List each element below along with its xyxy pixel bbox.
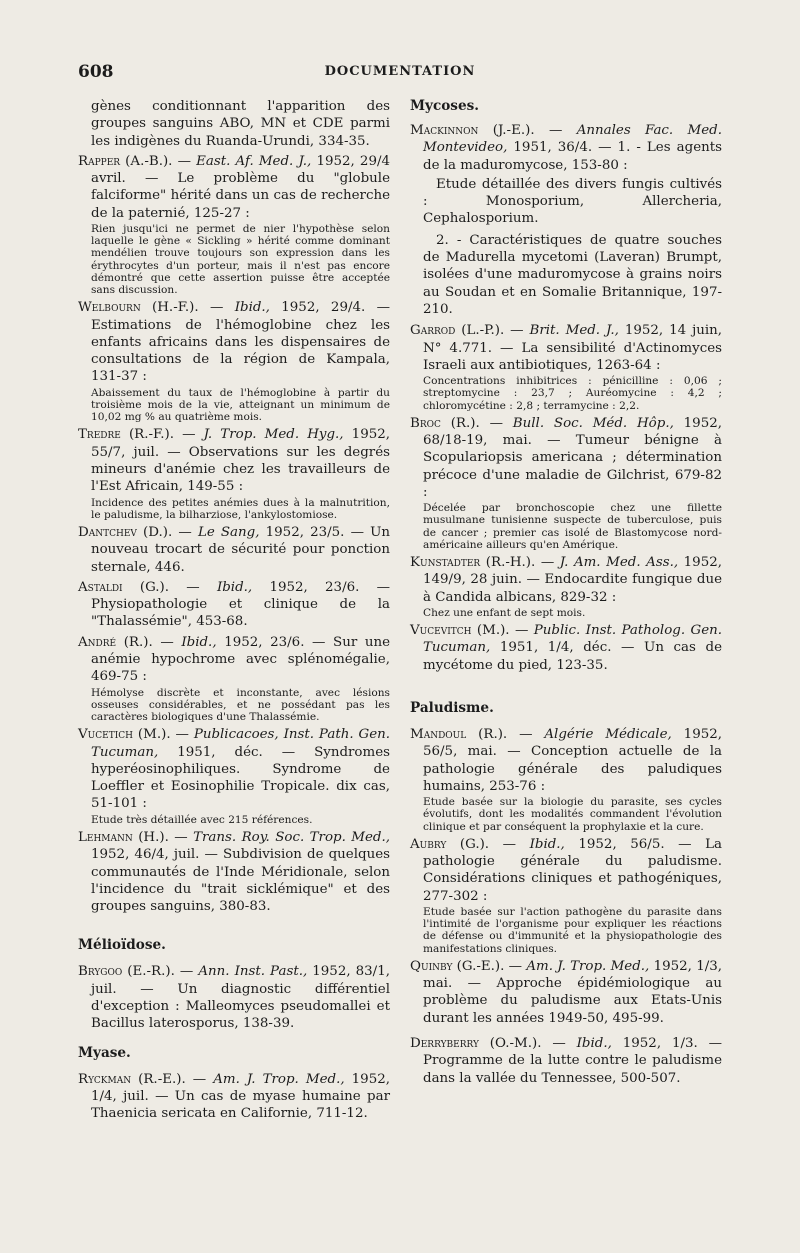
citation-text: Vucetich (M.). — Publicacoes, Inst. Path. Gen. Tucuman, 1951, déc. — Syndromes hyperéosinophiliques. Syndrome de Loeffler et Eosinophilie Tropicale. dix cas, 51-101 : <box>78 727 390 812</box>
citation-abstract: Etude basée sur l'action pathogène du parasite dans l'intimité de l'organisme pour expliquer les réactions de défense ou d'immunité et la physiopathologie des manifestations cliniques. <box>423 906 722 955</box>
citation-text: Lehmann (H.). — Trans. Roy. Soc. Trop. Med., 1952, 46/4, juil. — Subdivision de quelques communautés de l'Inde Méridionale, selon l'incidence du "trait sicklémique" et des groupes sanguins, 380-83. <box>78 829 390 915</box>
citation-abstract: Chez une enfant de sept mois. <box>423 606 586 619</box>
citation-entry <box>410 836 722 955</box>
citation-journal: Ibid., <box>576 1036 612 1052</box>
citation-body: 1951, 1/4, déc. — Un cas de mycétome du pied, 123-35. <box>423 640 722 673</box>
citation-text: Ryckman (R.-E.). — Am. J. Trop. Med., 1952, 1/4, juil. — Un cas de myase humaine par Thaenicia sericata en Californie, 711-12. <box>78 1071 390 1122</box>
citation-abstract: Rien jusqu'ici ne permet de nier l'hypothèse selon laquelle le gène « Sickling » hérité comme dominant mendélien trouve toujours son expression dans les érythrocytes d'un porteur, mais il n'est pas encore démontré que cette assertion puisse être acceptée sans discussion. <box>91 223 390 297</box>
citation-author: Dantchev (D.). <box>78 524 173 540</box>
citation-abstract: Etude très détaillée avec 215 références. <box>91 813 313 826</box>
citation-text: Vucevitch (M.). — Public. Inst. Patholog. Gen. Tucuman, 1951, 1/4, déc. — Un cas de mycétome du pied, 123-35. <box>410 623 723 673</box>
citation-journal: Ibid., <box>529 836 565 852</box>
citation-body: 1952, 1/3. — Programme de la lutte contre le paludisme dans la vallée du Tennessee, 500-507. <box>423 1036 723 1086</box>
citation-author: Astaldi (G.). <box>78 579 170 595</box>
citation-journal: Am. J. Trop. Med., <box>526 958 650 974</box>
running-head: DOCUMENTATION <box>324 64 476 79</box>
citation-text: Welbourn (H.-F.). — Ibid., 1952, 29/4. — Estimations de l'hémoglobine chez les enfants africains dans les dispensaires de consultations de la région de Kampala, 131-37 : <box>78 300 390 385</box>
citation-author: Derryberry (O.-M.). <box>410 1036 542 1052</box>
citation-abstract: Décelée par bronchoscopie chez une fillette musulmane tunisienne suspecte de tuberculose, puis de cancer ; premier cas isolé de Blastomycose nord-américaine ailleurs qu'en Amérique. <box>423 502 722 551</box>
citation-body: 1952, 14 juin, N° 4.771. — La sensibilité d'Actinomyces Israeli aux antibiotiques, 1263-64 : <box>423 323 723 373</box>
citation-entry <box>410 958 722 1027</box>
intro-continuation: gènes conditionnant l'apparition des groupes sanguins ABO, MN et CDE parmi les indigènes du Ruanda-Urundi, 334-35. <box>91 99 390 149</box>
section-title-mycoses: Mycoses. <box>410 98 479 114</box>
citation-abstract: Etude détaillée des divers fungis cultivés : Monosporium, Allercheria, Cephalosporium. <box>423 176 722 227</box>
citation-author: Vucetich (M.). <box>78 727 171 743</box>
page-number: 608 <box>78 62 114 82</box>
citation-abstract: Incidence des petites anémies dues à la malnutrition, le paludisme, la bilharziose, l'ankylostomiose. <box>91 496 390 521</box>
citation-author: Tredre (R.-F.). <box>78 427 174 443</box>
citation-journal: Annales Fac. Med. Montevideo, <box>423 123 723 156</box>
citation-text: Tredre (R.-F.). — J. Trop. Med. Hyg., 1952, 55/7, juil. — Observations sur les degrés mineurs d'anémie chez les travailleurs de l'Est Africain, 149-55 : <box>78 427 391 495</box>
citation-entry <box>410 122 722 318</box>
citation-text: Mackinnon (J.-E.). — Annales Fac. Med. Montevideo, 1951, 36/4. — 1. - Les agents de la maduromycose, 153-80 : <box>410 123 723 173</box>
citation-journal: Brit. Med. J., <box>529 323 619 339</box>
citation-text: Kunstadter (R.-H.). — J. Am. Med. Ass., 1952, 149/9, 28 juin. — Endocardite fungique due à Candida albicans, 829-32 : <box>410 555 722 605</box>
citation-entry <box>78 634 390 724</box>
citation-text: Mandoul (R.). — Algérie Médicale, 1952, 56/5, mai. — Conception actuelle de la pathologie générale des paludiques humains, 253-76 : <box>410 727 723 794</box>
citation-text: Astaldi (G.). — Ibid., 1952, 23/6. — Physiopathologie et clinique de la "Thalassémie", 453-68. <box>78 579 390 630</box>
citation-abstract-2: 2. - Caractéristiques de quatre souches de Madurella mycetomi (Laveran) Brumpt, isolées d'une maduromycose à grains noirs au Soudan et en Somalie Britannique, 197-210. <box>423 232 722 317</box>
citation-entry <box>78 829 390 915</box>
citation-body: 1952, 56/5. — La pathologie générale du paludisme. Considérations cliniques et pathogéniques, 277-302 : <box>423 836 722 904</box>
citation-body: 1952, 68/18-19, mai. — Tumeur bénigne à Scopulariopsis americana ; détermination précoce d'une maladie de Gilchrist, 679-82 : <box>423 415 722 500</box>
citation-author: Welbourn (H.-F.). <box>78 300 199 316</box>
citation-journal: Le Sang, <box>197 524 260 540</box>
citation-author: Vucevitch (M.). <box>410 623 510 639</box>
citation-abstract: Concentrations inhibitrices : pénicilline : 0,06 ; streptomycine : 23,7 ; Auréomycine : 4,2 ; chloromycétine : 2,8 ; terramycine : 2,2. <box>423 375 722 412</box>
citation-entry <box>78 579 390 631</box>
citation-journal: Public. Inst. Patholog. Gen. Tucuman, <box>423 623 723 656</box>
citation-author: Mandoul (R.). <box>410 727 508 743</box>
citation-journal: J. Am. Med. Ass., <box>559 555 679 571</box>
citation-text: Rapper (A.-B.). — East. Af. Med. J., 1952, 29/4 avril. — Le problème du "globule falciforme" hérité dans un cas de recherche de la paternié, 125-27 : <box>78 153 390 221</box>
citation-entry <box>78 426 390 521</box>
citation-text: Broc (R.). — Bull. Soc. Méd. Hôp., 1952, 68/18-19, mai. — Tumeur bénigne à Scopulariopsis americana ; détermination précoce d'une maladie de Gilchrist, 679-82 : <box>410 415 722 500</box>
citation-entry <box>78 153 390 296</box>
citation-entry <box>78 963 390 1032</box>
left-column <box>78 98 390 1126</box>
citation-abstract: Abaissement du taux de l'hémoglobine à partir du troisième mois de la vie, atteignant un minimum de 10,02 mg % au quatrième mois. <box>91 386 390 424</box>
section-title-myase: Myase. <box>78 1044 131 1061</box>
citation-author: Broc (R.). <box>410 415 480 431</box>
citation-journal: Ibid., <box>216 579 253 595</box>
citation-entry <box>410 1035 722 1087</box>
citation-abstract: Hémolyse discrète et inconstante, avec lésions osseuses considérables, et ne possédant pas les caractères biologiques d'une Thalassémie. <box>91 686 390 724</box>
citation-entry <box>410 322 722 412</box>
citation-text: Aubry (G.). — Ibid., 1952, 56/5. — La pathologie générale du paludisme. Considérations cliniques et pathogéniques, 277-302 : <box>410 836 722 904</box>
citation-text: Brygoo (E.-R.). — Ann. Inst. Past., 1952, 83/1, juil. — Un diagnostic différentiel d'exception : Malleomyces pseudomallei et Bacillus laterosporus, 138-39. <box>78 964 390 1032</box>
citation-body: 1952, 46/4, juil. — Subdivision de quelques communautés de l'Inde Méridionale, selon l'incidence du "trait sicklémique" et des groupes sanguins, 380-83. <box>91 847 390 915</box>
citation-entry <box>410 622 722 674</box>
citation-author: Aubry (G.). <box>410 836 490 852</box>
citation-author: Brygoo (E.-R.). <box>78 964 175 980</box>
citation-entry <box>78 299 390 423</box>
citation-text: Quinby (G.-E.). — Am. J. Trop. Med., 1952, 1/3, mai. — Approche épidémiologique au problème du paludisme aux Etats-Unis durant les années 1949-50, 495-99. <box>410 958 723 1026</box>
citation-body: 1952, 149/9, 28 juin. — Endocardite fungique due à Candida albicans, 829-32 : <box>423 555 722 605</box>
citation-entry <box>78 726 390 826</box>
citation-text: Garrod (L.-P.). — Brit. Med. J., 1952, 14 juin, N° 4.771. — La sensibilité d'Actinomyces Israeli aux antibiotiques, 1263-64 : <box>410 323 723 373</box>
citation-body: 1952, 23/6. — Sur une anémie hypochrome avec splénomégalie, 469-75 : <box>91 634 390 685</box>
citation-entry <box>78 1071 390 1123</box>
citation-body: 1952, 23/5. — Un nouveau trocart de sécurité pour ponction sternale, 446. <box>91 524 390 575</box>
citation-journal: Publicacoes, Inst. Path. Gen. Tucuman, <box>91 727 390 760</box>
citation-entry <box>410 554 722 619</box>
citation-body: 1952, 29/4 avril. — Le problème du "globule falciforme" hérité dans un cas de recherche de la paternié, 125-27 : <box>91 153 390 221</box>
citation-journal: Trans. Roy. Soc. Trop. Med., <box>193 829 390 845</box>
citation-author: Quinby (G.-E.). <box>410 958 505 974</box>
citation-author: Kunstadter (R.-H.). <box>410 555 536 571</box>
citation-author: Lehmann (H.). <box>78 829 169 845</box>
citation-entry <box>78 524 390 576</box>
citation-entry <box>410 726 722 833</box>
section-title-paludisme: Paludisme. <box>410 700 494 717</box>
citation-journal: Bull. Soc. Méd. Hôp., <box>512 415 674 431</box>
citation-author: Garrod (L.-P.). <box>410 323 505 339</box>
citation-body: 1952, 56/5, mai. — Conception actuelle de la pathologie générale des paludiques humains, 253-76 : <box>423 727 723 794</box>
citation-journal: Algérie Médicale, <box>544 727 672 743</box>
citation-journal: J. Trop. Med. Hyg., <box>203 427 344 443</box>
citation-body: 1952, 23/6. — Physiopathologie et clinique de la "Thalassémie", 453-68. <box>91 579 390 630</box>
citation-body: 1952, 83/1, juil. — Un diagnostic différentiel d'exception : Malleomyces pseudomallei et Bacillus laterosporus, 138-39. <box>91 964 390 1032</box>
citation-body: 1952, 55/7, juil. — Observations sur les degrés mineurs d'anémie chez les travailleurs de l'Est Africain, 149-55 : <box>91 427 391 495</box>
citation-body: 1952, 1/4, juil. — Un cas de myase humaine par Thaenicia sericata en Californie, 711-12. <box>91 1071 390 1122</box>
right-column <box>410 98 722 1090</box>
citation-body: 1952, 29/4. — Estimations de l'hémoglobine chez les enfants africains dans les dispensaires de consultations de la région de Kampala, 131-37 : <box>91 300 390 385</box>
citation-author: André (R.). <box>78 634 153 650</box>
citation-body: 1952, 1/3, mai. — Approche épidémiologique au problème du paludisme aux Etats-Unis durant les années 1949-50, 495-99. <box>423 958 723 1026</box>
citation-journal: Ibid., <box>234 300 270 316</box>
citation-journal: Ann. Inst. Past., <box>198 964 308 980</box>
citation-author: Rapper (A.-B.). <box>78 153 173 169</box>
citation-author: Ryckman (R.-E.). <box>78 1071 186 1087</box>
citation-abstract: Etude basée sur la biologie du parasite, ses cycles évolutifs, dont les modalités commandent l'évolution clinique et par conséquent la prophylaxie et la cure. <box>423 796 722 833</box>
citation-text: André (R.). — Ibid., 1952, 23/6. — Sur une anémie hypochrome avec splénomégalie, 469-75 : <box>78 634 390 685</box>
citation-journal: Am. J. Trop. Med., <box>213 1071 345 1087</box>
citation-journal: Ibid., <box>181 634 217 650</box>
citation-body: 1951, 36/4. — 1. - Les agents de la maduromycose, 153-80 : <box>423 140 722 173</box>
citation-text: Derryberry (O.-M.). — Ibid., 1952, 1/3. — Programme de la lutte contre le paludisme dans la vallée du Tennessee, 500-507. <box>410 1036 723 1086</box>
section-title-melioidose: Mélioïdose. <box>78 937 166 954</box>
citation-text: Dantchev (D.). — Le Sang, 1952, 23/5. — Un nouveau trocart de sécurité pour ponction sternale, 446. <box>78 524 390 575</box>
citation-entry <box>410 415 722 551</box>
citation-journal: East. Af. Med. J., <box>196 153 312 169</box>
citation-author: Mackinnon (J.-E.). <box>410 123 535 138</box>
citation-body: 1951, déc. — Syndromes hyperéosinophiliques. Syndrome de Loeffler et Eosinophilie Tropicale. dix cas, 51-101 : <box>91 744 390 812</box>
